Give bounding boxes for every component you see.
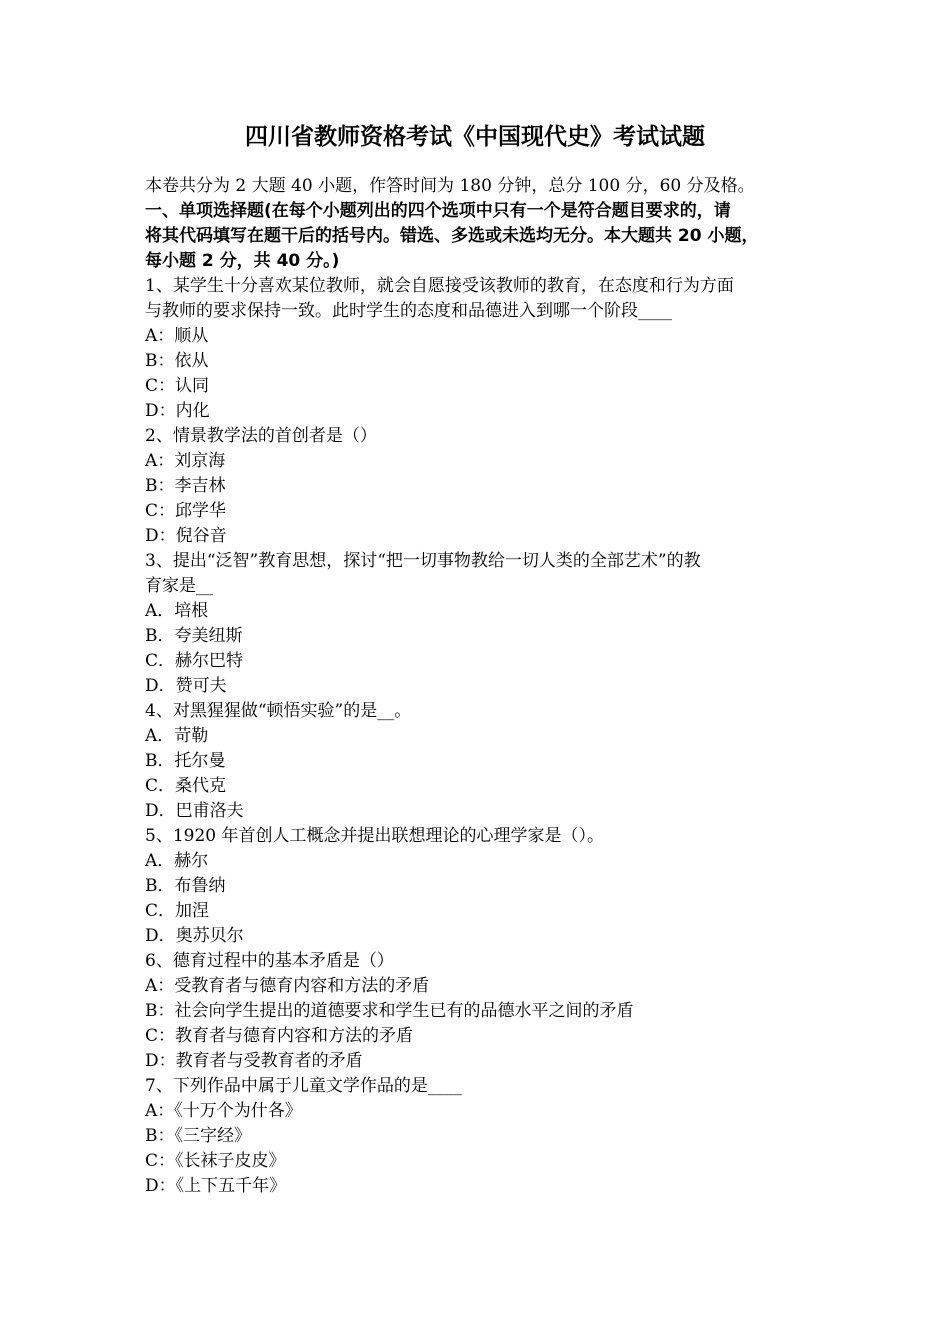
answer-option: A．苛勒 (145, 726, 209, 746)
answer-option: C：教育者与德育内容和方法的矛盾 (145, 1026, 414, 1046)
question-5 (145, 824, 810, 949)
question-stem: 与教师的要求保持一致。此时学生的态度和品德进入到哪一个阶段____ (145, 301, 672, 321)
question-stem: 4、对黑猩猩做“顿悟实验”的是__。 (145, 701, 412, 721)
answer-option: A．赫尔 (145, 851, 209, 871)
answer-option: D：教育者与受教育者的矛盾 (145, 1051, 363, 1071)
question-stem: 7、下列作品中属于儿童文学作品的是____ (145, 1076, 462, 1096)
document-title: 四川省教师资格考试《中国现代史》考试试题 (245, 124, 705, 150)
question-stem: 3、提出“泛智”教育思想，探讨“把一切事物教给一切人类的全部艺术”的教 (145, 551, 701, 571)
question-6 (145, 949, 810, 1074)
answer-option: C．桑代克 (145, 776, 227, 796)
answer-option: D：《上下五千年》 (145, 1176, 287, 1196)
answer-option: B：《三字经》 (145, 1126, 251, 1146)
section-header (145, 199, 810, 274)
answer-option: D：内化 (145, 401, 210, 421)
answer-option: A：刘京海 (145, 451, 226, 471)
answer-option: C．赫尔巴特 (145, 651, 244, 671)
answer-option: B：李吉林 (145, 476, 226, 496)
answer-option: D．巴甫洛夫 (145, 801, 244, 821)
document-body (145, 174, 810, 1199)
question-7 (145, 1074, 810, 1199)
answer-option: C：邱学华 (145, 501, 227, 521)
answer-option: D：倪谷音 (145, 526, 227, 546)
question-1 (145, 274, 810, 424)
answer-option: A：受教育者与德育内容和方法的矛盾 (145, 976, 430, 996)
answer-option: D．奥苏贝尔 (145, 926, 244, 946)
section-header-line: 每小题 2 分，共 40 分。) (145, 251, 340, 271)
question-stem: 6、德育过程中的基本矛盾是（） (145, 951, 394, 971)
answer-option: C：认同 (145, 376, 210, 396)
answer-option: A：顺从 (145, 326, 209, 346)
section-header-line: 一、单项选择题(在每个小题列出的四个选项中只有一个是符合题目要求的，请 (145, 201, 731, 221)
question-stem: 育家是__ (145, 576, 213, 596)
answer-option: D．赞可夫 (145, 676, 227, 696)
answer-option: A：《十万个为什各》 (145, 1101, 302, 1121)
question-stem: 2、情景教学法的首创者是（） (145, 426, 377, 446)
question-4 (145, 699, 810, 824)
section-header-line: 将其代码填写在题干后的括号内。错选、多选或未选均无分。本大题共 20 小题， (145, 226, 759, 246)
question-stem: 1、某学生十分喜欢某位教师，就会自愿接受该教师的教育，在态度和行为方面 (145, 276, 734, 296)
exam-intro: 本卷共分为 2 大题 40 小题，作答时间为 180 分钟，总分 100 分，60 分及格。 (145, 176, 755, 196)
answer-option: C．加涅 (145, 901, 210, 921)
answer-option: B：社会向学生提出的道德要求和学生已有的品德水平之间的矛盾 (145, 1001, 634, 1021)
answer-option: C：《长袜子皮皮》 (145, 1151, 286, 1171)
answer-option: B．托尔曼 (145, 751, 226, 771)
answer-option: A．培根 (145, 601, 209, 621)
question-stem: 5、1920 年首创人工概念并提出联想理论的心理学家是（）。 (145, 826, 604, 846)
answer-option: B．夸美纽斯 (145, 626, 243, 646)
question-2 (145, 424, 810, 549)
answer-option: B：依从 (145, 351, 209, 371)
question-3 (145, 549, 810, 699)
answer-option: B．布鲁纳 (145, 876, 226, 896)
